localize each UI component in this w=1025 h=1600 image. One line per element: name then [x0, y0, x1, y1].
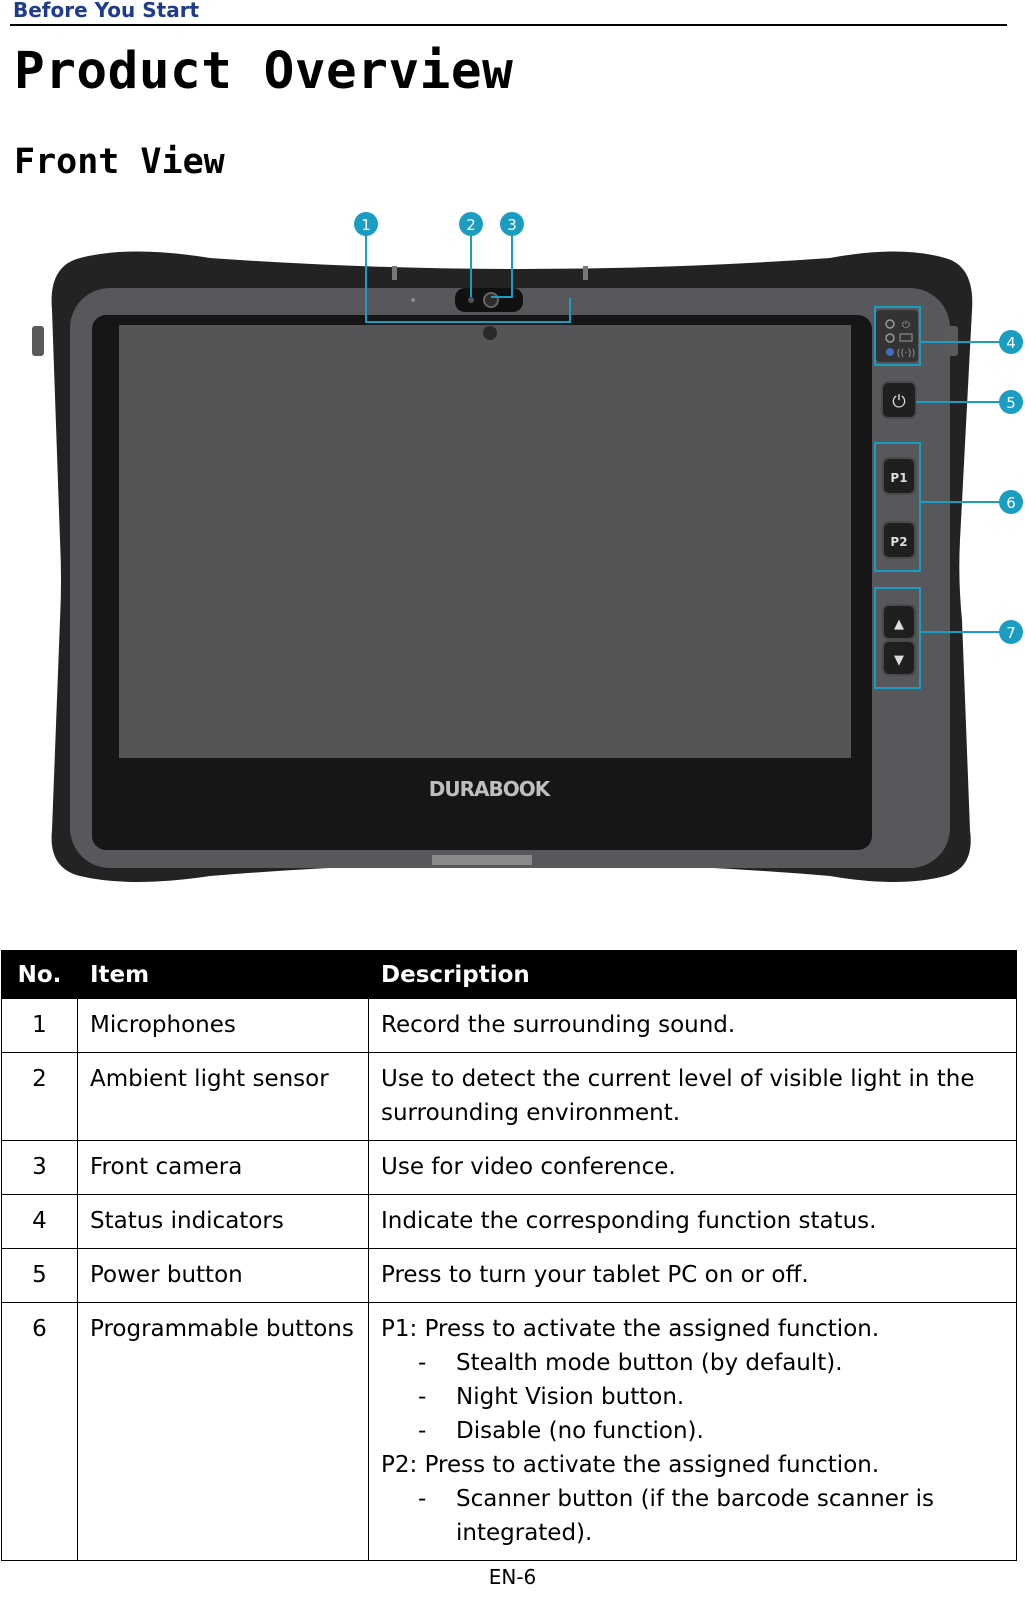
brand-logo: DURABOOK: [428, 777, 550, 801]
svg-text:⏻: ⏻: [892, 392, 906, 412]
row-item: Programmable buttons: [78, 1303, 369, 1561]
table-row: [2, 1141, 1017, 1195]
running-header: Before You Start: [13, 0, 200, 22]
table-header-row: [2, 951, 1017, 999]
row-description: [369, 1303, 1017, 1561]
page-number: EN-6: [488, 1565, 537, 1589]
webcam-lens: [483, 326, 497, 340]
svg-text:((·)): ((·)): [896, 348, 916, 359]
microphone-hole: [411, 298, 415, 302]
svg-text:5: 5: [1006, 394, 1016, 412]
row-number: 2: [2, 1053, 78, 1141]
table-row: [2, 1053, 1017, 1141]
row-number: 4: [2, 1195, 78, 1249]
product-overview-table: [1, 950, 1017, 1561]
row-item: Status indicators: [78, 1195, 369, 1249]
p1-option: - Night Vision button.: [418, 1384, 685, 1410]
section-title: Front View: [14, 142, 225, 182]
p2-option: - Scanner button (if the barcode scanner is integrated).: [418, 1486, 935, 1546]
row-number: 1: [2, 999, 78, 1053]
svg-text:▼: ▼: [894, 653, 904, 668]
row-item: Power button: [78, 1249, 369, 1303]
row-description: Use to detect the current level of visible light in the surrounding environment.: [369, 1053, 1017, 1141]
row-number: 6: [2, 1303, 78, 1561]
row-item: Microphones: [78, 999, 369, 1053]
svg-text:⏻: ⏻: [902, 320, 910, 331]
svg-text:3: 3: [507, 216, 517, 234]
row-description: Press to turn your tablet PC on or off.: [369, 1249, 1017, 1303]
row-description: Record the surrounding sound.: [369, 999, 1017, 1053]
row-number: 5: [2, 1249, 78, 1303]
header-divider: [10, 24, 1007, 26]
page-title: Product Overview: [14, 42, 514, 101]
p1-description: P1: Press to activate the assigned function.: [381, 1316, 880, 1342]
p2-description: P2: Press to activate the assigned function.: [381, 1452, 880, 1478]
svg-text:▲: ▲: [894, 617, 904, 632]
svg-text:P2: P2: [890, 535, 908, 549]
row-description: Use for video conference.: [369, 1141, 1017, 1195]
table-row: [2, 1195, 1017, 1249]
svg-text:2: 2: [466, 216, 476, 234]
row-item: Ambient light sensor: [78, 1053, 369, 1141]
table-row: [2, 1303, 1017, 1561]
table-row: [2, 999, 1017, 1053]
svg-text:7: 7: [1006, 624, 1016, 642]
p1-option: - Disable (no function).: [418, 1418, 704, 1444]
screen: [119, 325, 851, 758]
p1-option: - Stealth mode button (by default).: [418, 1350, 843, 1376]
svg-text:P1: P1: [890, 471, 908, 485]
tablet-front-view-figure: [0, 200, 1025, 905]
header-item: Item: [78, 951, 369, 999]
header-description: Description: [369, 951, 1017, 999]
row-description: Indicate the corresponding function status.: [369, 1195, 1017, 1249]
table-row: [2, 1249, 1017, 1303]
front-camera: [484, 293, 498, 307]
row-number: 3: [2, 1141, 78, 1195]
header-no: No.: [2, 951, 78, 999]
row-item: Front camera: [78, 1141, 369, 1195]
ambient-light-sensor: [468, 297, 474, 303]
svg-text:4: 4: [1006, 334, 1016, 352]
svg-text:1: 1: [361, 216, 371, 234]
svg-text:6: 6: [1006, 494, 1016, 512]
